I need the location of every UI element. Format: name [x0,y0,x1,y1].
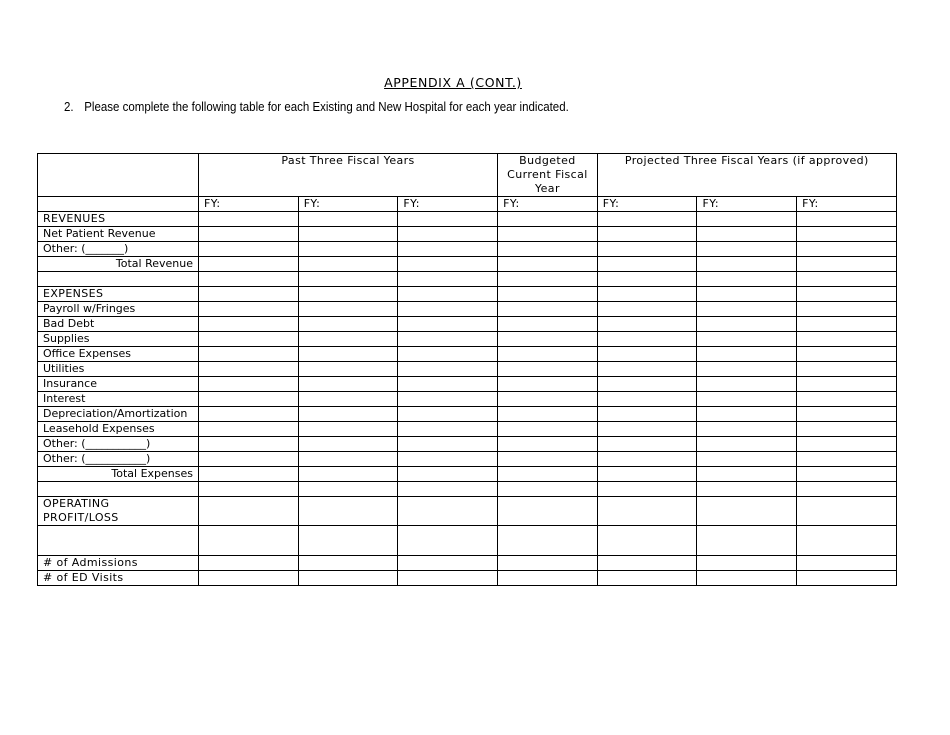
cell[interactable] [298,467,398,482]
cell[interactable] [199,212,299,227]
cell[interactable] [797,437,897,452]
row-label-net-patient-revenue: Net Patient Revenue [38,227,199,242]
cell[interactable] [298,287,398,302]
table-row [38,242,897,257]
cell[interactable] [697,467,797,482]
row-label-blank [38,482,199,497]
cell[interactable] [199,392,299,407]
cell[interactable] [797,392,897,407]
cell[interactable] [697,302,797,317]
cell[interactable] [199,227,299,242]
row-label-interest: Interest [38,392,199,407]
cell[interactable] [498,571,598,586]
cell[interactable] [797,422,897,437]
cell[interactable] [697,497,797,526]
cell[interactable] [597,407,697,422]
cell[interactable] [797,332,897,347]
cell[interactable] [298,407,398,422]
cell[interactable] [597,242,697,257]
cell[interactable] [597,437,697,452]
cell[interactable] [697,362,797,377]
fy-row [38,197,897,212]
cell[interactable] [199,452,299,467]
table-row [38,497,897,526]
cell[interactable] [199,422,299,437]
cell[interactable] [398,257,498,272]
cell[interactable] [298,482,398,497]
cell[interactable] [797,227,897,242]
cell[interactable] [597,452,697,467]
cell[interactable] [697,317,797,332]
table-row-blank [38,272,897,287]
row-label-other-revenue: Other: (_______) [38,242,199,257]
cell[interactable] [498,317,598,332]
cell[interactable] [398,571,498,586]
cell[interactable] [298,317,398,332]
cell[interactable] [298,422,398,437]
cell[interactable] [199,497,299,526]
cell[interactable] [597,571,697,586]
cell[interactable] [398,317,498,332]
fy-past-2[interactable]: FY: [298,197,398,212]
cell[interactable] [697,407,797,422]
cell[interactable] [797,467,897,482]
operating-line-1: OPERATING [43,497,110,510]
cell[interactable] [298,212,398,227]
table-row [38,302,897,317]
cell[interactable] [398,452,498,467]
cell[interactable] [697,227,797,242]
cell[interactable] [797,317,897,332]
cell[interactable] [498,437,598,452]
row-label-bad-debt: Bad Debt [38,317,199,332]
cell[interactable] [797,452,897,467]
cell[interactable] [398,212,498,227]
cell[interactable] [298,377,398,392]
cell[interactable] [298,332,398,347]
cell[interactable] [298,571,398,586]
cell[interactable] [797,347,897,362]
row-label-total-revenue: Total Revenue [38,257,199,272]
instruction-number: 2. [64,100,74,114]
cell[interactable] [498,332,598,347]
cell[interactable] [797,482,897,497]
document-title-text: APPENDIX A (CONT.) [384,75,522,90]
cell[interactable] [797,362,897,377]
fy-projected-3[interactable]: FY: [797,197,897,212]
cell[interactable] [498,377,598,392]
cell[interactable] [597,257,697,272]
cell[interactable] [797,571,897,586]
cell[interactable] [597,526,697,556]
header-row [38,154,897,197]
cell[interactable] [398,362,498,377]
cell[interactable] [797,526,897,556]
cell[interactable] [597,317,697,332]
row-label-expenses: EXPENSES [38,287,199,302]
cell[interactable] [398,437,498,452]
table-row [38,212,897,227]
row-label-payroll: Payroll w/Fringes [38,302,199,317]
header-budgeted: Budgeted Current Fiscal Year [498,154,598,197]
cell[interactable] [597,392,697,407]
cell[interactable] [498,422,598,437]
cell[interactable] [697,422,797,437]
cell[interactable] [298,526,398,556]
cell[interactable] [199,257,299,272]
table-row-blank [38,482,897,497]
cell[interactable] [199,571,299,586]
row-label-supplies: Supplies [38,332,199,347]
cell[interactable] [597,362,697,377]
row-label-blank [38,272,199,287]
cell[interactable] [797,302,897,317]
table-row [38,437,897,452]
cell[interactable] [298,272,398,287]
cell[interactable] [298,497,398,526]
cell[interactable] [697,332,797,347]
cell[interactable] [597,227,697,242]
cell[interactable] [398,272,498,287]
cell[interactable] [498,242,598,257]
cell[interactable] [398,407,498,422]
cell[interactable] [199,437,299,452]
cell[interactable] [597,332,697,347]
table-row [38,227,897,242]
cell[interactable] [697,482,797,497]
fy-projected-2[interactable]: FY: [697,197,797,212]
cell[interactable] [498,482,598,497]
cell[interactable] [398,556,498,571]
cell[interactable] [199,332,299,347]
cell[interactable] [597,347,697,362]
cell[interactable] [797,407,897,422]
fy-blank [38,197,199,212]
cell[interactable] [597,497,697,526]
cell[interactable] [398,302,498,317]
cell[interactable] [697,212,797,227]
cell[interactable] [298,257,398,272]
table-row [38,317,897,332]
row-label-other-expense-2: Other: (___________) [38,452,199,467]
row-label-insurance: Insurance [38,377,199,392]
cell[interactable] [398,332,498,347]
cell[interactable] [498,212,598,227]
cell[interactable] [398,287,498,302]
cell[interactable] [199,317,299,332]
cell[interactable] [199,362,299,377]
fy-budgeted[interactable]: FY: [498,197,598,212]
cell[interactable] [498,227,598,242]
cell[interactable] [199,407,299,422]
table-row [38,362,897,377]
cell[interactable] [398,482,498,497]
table-row [38,407,897,422]
row-label-ed-visits: # of ED Visits [38,571,199,586]
cell[interactable] [697,437,797,452]
header-blank [38,154,199,197]
cell[interactable] [597,377,697,392]
row-label-operating-profit-loss [38,497,199,526]
cell[interactable] [398,526,498,556]
table-row [38,377,897,392]
row-label-other-expense-1: Other: (___________) [38,437,199,452]
cell[interactable] [199,482,299,497]
cell[interactable] [697,392,797,407]
cell[interactable] [797,287,897,302]
cell[interactable] [597,467,697,482]
cell[interactable] [697,526,797,556]
row-label-utilities: Utilities [38,362,199,377]
cell[interactable] [199,242,299,257]
table-row [38,287,897,302]
cell[interactable] [697,556,797,571]
table-row [38,257,897,272]
fy-past-3[interactable]: FY: [398,197,498,212]
cell[interactable] [797,212,897,227]
cell[interactable] [498,407,598,422]
cell[interactable] [797,497,897,526]
cell[interactable] [298,242,398,257]
cell[interactable] [597,272,697,287]
table-row [38,452,897,467]
cell[interactable] [498,347,598,362]
cell[interactable] [498,362,598,377]
fy-projected-1[interactable]: FY: [597,197,697,212]
cell[interactable] [797,377,897,392]
cell[interactable] [199,526,299,556]
cell[interactable] [498,526,598,556]
cell[interactable] [298,556,398,571]
cell[interactable] [697,272,797,287]
cell[interactable] [398,467,498,482]
cell[interactable] [199,347,299,362]
table-row [38,347,897,362]
instruction-text: Please complete the following table for each Existing and New Hospital for each year indicated. [84,100,569,114]
cell[interactable] [199,467,299,482]
cell[interactable] [498,497,598,526]
cell[interactable] [199,377,299,392]
cell[interactable] [697,257,797,272]
cell[interactable] [797,272,897,287]
table-row [38,467,897,482]
cell[interactable] [797,242,897,257]
cell[interactable] [697,242,797,257]
cell[interactable] [597,287,697,302]
row-label-office-expenses: Office Expenses [38,347,199,362]
instruction [64,100,569,114]
row-label-total-expenses: Total Expenses [38,467,199,482]
table-row [38,392,897,407]
cell[interactable] [199,302,299,317]
cell[interactable] [498,467,598,482]
cell[interactable] [498,392,598,407]
row-label-leasehold: Leasehold Expenses [38,422,199,437]
cell[interactable] [199,287,299,302]
operating-line-2: PROFIT/LOSS [43,511,119,524]
header-past-years: Past Three Fiscal Years [199,154,498,197]
cell[interactable] [697,571,797,586]
table-row [38,571,897,586]
table-row-blank [38,526,897,556]
table-row [38,556,897,571]
row-label-revenues: REVENUES [38,212,199,227]
cell[interactable] [697,287,797,302]
cell[interactable] [398,377,498,392]
cell[interactable] [797,257,897,272]
cell[interactable] [298,302,398,317]
fy-past-1[interactable]: FY: [199,197,299,212]
cell[interactable] [398,227,498,242]
cell[interactable] [498,257,598,272]
cell[interactable] [398,242,498,257]
row-label-blank [38,526,199,556]
header-projected-years: Projected Three Fiscal Years (if approved) [597,154,896,197]
cell[interactable] [597,302,697,317]
cell[interactable] [697,452,797,467]
financial-table [37,153,897,586]
table-row [38,422,897,437]
cell[interactable] [398,497,498,526]
cell[interactable] [398,422,498,437]
cell[interactable] [298,392,398,407]
cell[interactable] [298,347,398,362]
cell[interactable] [498,556,598,571]
row-label-depreciation: Depreciation/Amortization [38,407,199,422]
cell[interactable] [597,212,697,227]
cell[interactable] [298,362,398,377]
cell[interactable] [797,556,897,571]
cell[interactable] [398,347,498,362]
cell[interactable] [498,302,598,317]
table-row [38,332,897,347]
cell[interactable] [298,452,398,467]
cell[interactable] [597,556,697,571]
cell[interactable] [498,272,598,287]
cell[interactable] [298,437,398,452]
document-title [0,75,906,90]
cell[interactable] [199,272,299,287]
cell[interactable] [597,482,697,497]
cell[interactable] [298,227,398,242]
cell[interactable] [597,422,697,437]
cell[interactable] [398,392,498,407]
cell[interactable] [498,287,598,302]
cell[interactable] [498,452,598,467]
cell[interactable] [697,347,797,362]
cell[interactable] [697,377,797,392]
row-label-admissions: # of Admissions [38,556,199,571]
cell[interactable] [199,556,299,571]
